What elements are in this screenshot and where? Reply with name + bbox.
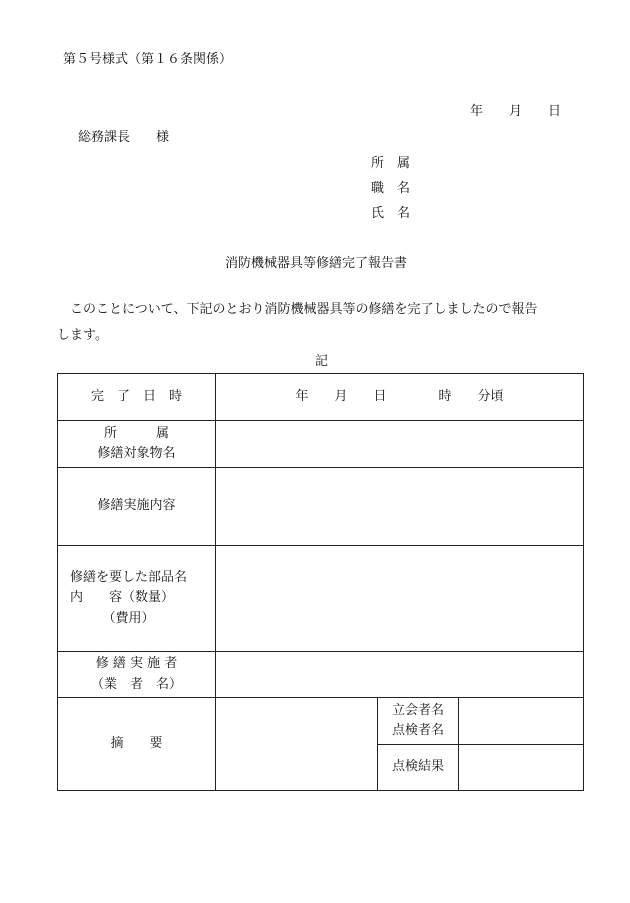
addressee: 総務課長 様 — [78, 130, 170, 145]
content-label-cell — [58, 468, 216, 546]
completion-value: 年 月 日 時 分頃 — [295, 388, 504, 404]
parts-cost-label: （費用） — [70, 610, 155, 626]
inspection-result-label: 点検結果 — [391, 759, 444, 775]
completion-value-cell[interactable] — [216, 374, 584, 421]
date-line: 年 月 日 — [470, 104, 562, 119]
form-number: 第５号様式（第１６条関係） — [63, 52, 233, 67]
affiliation-label: 所 属 — [103, 425, 169, 441]
ki-heading: 記 — [315, 354, 329, 369]
document-title: 消防機械器具等修繕完了報告書 — [225, 256, 408, 271]
summary-label-cell — [58, 698, 216, 791]
sender-name-label: 氏 名 — [371, 206, 411, 221]
parts-row — [58, 546, 584, 652]
body-text-line-1: このことについて、下記のとおり消防機械器具等の修繕を完了しましたので報告 — [57, 302, 538, 317]
completion-label: 完 了 日 時 — [90, 388, 182, 404]
report-table — [57, 373, 584, 791]
completion-row — [58, 374, 584, 421]
completion-label-cell — [58, 374, 216, 421]
body-text-line-2: します。 — [57, 328, 108, 343]
contractor-name-label: （業 者 名） — [90, 676, 182, 692]
inspector-label: 点検者名 — [391, 723, 444, 738]
inspection-result-label-cell — [378, 745, 459, 791]
witness-label: 立会者名 — [391, 702, 444, 718]
parts-label-cell — [58, 546, 216, 652]
contractor-value-cell[interactable] — [216, 652, 584, 698]
affiliation-row — [58, 421, 584, 468]
contractor-label: 修 繕 実 施 者 — [95, 656, 178, 672]
summary-label: 摘 要 — [110, 735, 163, 751]
content-row — [58, 468, 584, 546]
inspection-result-value-cell[interactable] — [459, 745, 584, 791]
content-label: 修繕実施内容 — [97, 498, 176, 514]
parts-name-label: 修繕を要した部品名 — [70, 570, 188, 586]
affiliation-value-cell[interactable] — [216, 421, 584, 468]
sender-position-label: 職 名 — [371, 181, 411, 196]
witness-value-cell[interactable] — [459, 698, 584, 745]
parts-value-cell[interactable] — [216, 546, 584, 652]
repair-target-label: 修繕対象物名 — [97, 446, 176, 461]
sender-affiliation-label: 所 属 — [371, 156, 411, 171]
summary-row-top — [58, 698, 584, 745]
summary-value-cell[interactable] — [216, 698, 378, 791]
witness-label-cell — [378, 698, 459, 745]
affiliation-label-cell — [58, 421, 216, 468]
contractor-label-cell — [58, 652, 216, 698]
content-value-cell[interactable] — [216, 468, 584, 546]
contractor-row — [58, 652, 584, 698]
parts-quantity-label: 内 容（数量） — [70, 590, 175, 606]
